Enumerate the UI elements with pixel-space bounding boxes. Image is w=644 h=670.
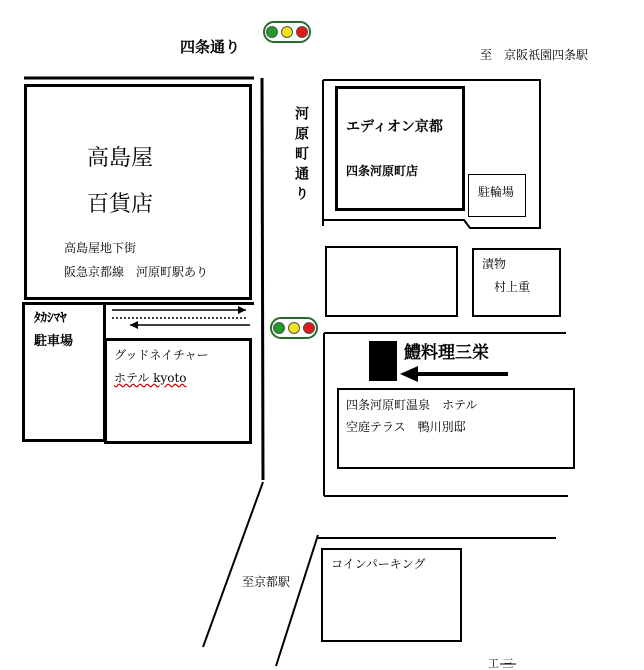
takashimaya-note1: 高島屋地下街 (64, 241, 137, 255)
arrow-left-small-icon (130, 321, 138, 329)
red-lamp (296, 26, 308, 38)
coin-parking-label: コインパーキング (331, 557, 426, 571)
traffic-light-icon (263, 21, 311, 43)
hotel-goodnature-line2: ホテル kyoto (114, 371, 187, 385)
diagonal-road-west (203, 482, 263, 647)
tsukemono-line1: 漬物 (482, 257, 507, 271)
green-lamp (273, 322, 285, 334)
diagonal-road-east (276, 535, 318, 666)
tsukemono-line2: 村上重 (494, 280, 531, 294)
yellow-lamp (281, 26, 293, 38)
arrow-left-icon (400, 366, 418, 382)
takashimaya-name-line2: 百貨店 (87, 192, 154, 217)
edion-line1: エディオン京都 (346, 119, 443, 135)
takashimaya-parking-line2: 駐車場 (34, 334, 74, 349)
bottom-partial-label: 工 三 (488, 657, 514, 670)
unnamed-block (325, 246, 458, 317)
edion-line2: 四条河原町店 (346, 164, 419, 178)
street-kawaramachi-label: 河原町通り (293, 106, 309, 206)
bicycle-parking-label: 駐輪場 (478, 185, 515, 199)
takashimaya-name-line1: 高島屋 (87, 146, 154, 171)
green-lamp (266, 26, 278, 38)
parking-top-edge (22, 302, 254, 305)
yellow-lamp (288, 322, 300, 334)
to-kyoto-station-label: 至京都駅 (242, 575, 291, 589)
takashimaya-parking-line1: ﾀｶｼﾏﾔ (34, 311, 67, 326)
black-square-icon (369, 341, 397, 381)
hotel-kamogawa-line2: 空庭テラス 鴨川別邸 (346, 420, 466, 434)
kawaramachi-west-edge (262, 78, 263, 480)
restaurant-name: 鱧料理三栄 (404, 343, 489, 363)
street-shijo-label: 四条通り (180, 38, 241, 56)
takashimaya-note2: 阪急京都線 河原町駅あり (64, 265, 209, 279)
hotel-kamogawa-line1: 四条河原町温泉 ホテル (346, 398, 478, 412)
edion-building (335, 86, 465, 211)
to-gion-station-label: 至 京阪祇園四条駅 (480, 48, 589, 62)
arrow-right-icon (238, 306, 246, 314)
red-lamp (303, 322, 315, 334)
traffic-light-icon (270, 317, 318, 339)
hotel-goodnature-line1: グッドネイチャー (114, 348, 209, 362)
